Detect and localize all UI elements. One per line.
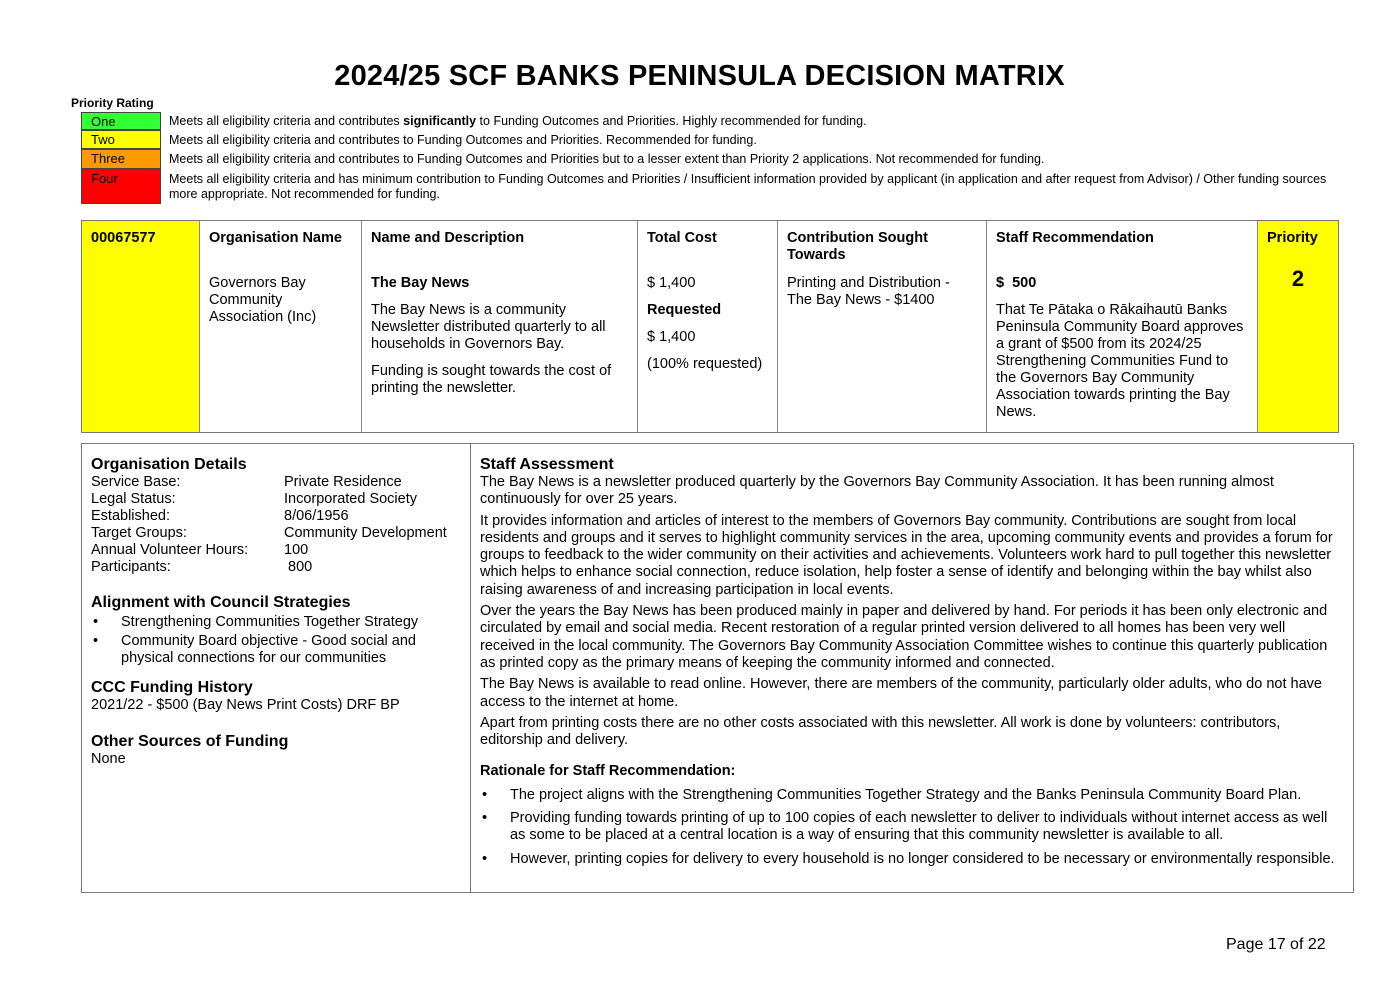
page-number: Page 17 of 22 — [1226, 936, 1326, 953]
assessment-paragraph: Over the years the Bay News has been produced mainly in paper and delivered by hand. For periods it has been only electronic and circulated by email and social media. Recent restoration of a regular printed version delivered to all homes has been very well received in the local community. The Governors Bay Community Association Committee wishes to continue this quarterly publication as printed copy as the primary means of keeping the community informed and connected. — [480, 603, 1328, 671]
staff-recommendation-cell — [987, 221, 1258, 432]
priority-legend-heading: Priority Rating — [71, 96, 154, 110]
list-item: • Strengthening Communities Together Strategy — [91, 614, 470, 631]
application-row — [81, 220, 1339, 433]
requested-amount: $ 1,400 — [647, 329, 696, 345]
alignment-list — [91, 614, 470, 667]
priority-description-one: Meets all eligibility criteria and contributes significantly to Funding Outcomes and Priorities. Highly recommended for funding. — [169, 114, 867, 128]
staff-assessment-heading: Staff Assessment — [480, 456, 614, 473]
project-name: The Bay News — [371, 275, 470, 291]
funding-history-value: 2021/22 - $500 (Bay News Print Costs) DRF BP — [91, 697, 400, 713]
priority-header: Priority — [1267, 230, 1318, 246]
priority-description-four: Meets all eligibility criteria and has minimum contribution to Funding Outcomes and Priorities / Insufficient information provided by applicant (in application and after request from Advisor) / Other funding sources more appropriate. Not recommended for funding. — [169, 172, 1327, 201]
priority-cell — [1258, 221, 1338, 432]
detail-row: Service Base: Private Residence — [91, 474, 402, 490]
requested-label: Requested — [647, 302, 722, 318]
priority-swatch-two: Two — [81, 130, 161, 149]
detail-row: Target Groups: Community Development — [91, 525, 447, 541]
organisation-details-heading: Organisation Details — [91, 456, 247, 473]
priority-swatch-one: One — [81, 112, 161, 130]
total-cost-cell — [638, 221, 778, 432]
contribution-header: Contribution Sought Towards — [787, 230, 928, 263]
organisation-name: Governors Bay Community Association (Inc) — [209, 275, 317, 325]
rationale-list — [480, 787, 1341, 868]
list-item: • Community Board objective - Good social and physical connections for our communities — [91, 633, 470, 667]
name-description-cell — [362, 221, 638, 432]
priority-description-three: Meets all eligibility criteria and contributes to Funding Outcomes and Priorities but to a lesser extent than Priority 2 applications. Not recommended for funding. — [169, 152, 1045, 166]
total-cost-value: $ 1,400 — [647, 275, 696, 291]
funding-purpose: Funding is sought towards the cost of printing the newsletter. — [371, 363, 612, 396]
page-title: 2024/25 SCF BANKS PENINSULA DECISION MATRIX — [334, 60, 1065, 92]
organisation-details-panel — [82, 444, 471, 892]
detail-row: Participants: 800 — [91, 559, 313, 575]
detail-row: Established: 8/06/1956 — [91, 508, 349, 524]
requested-percentage: (100% requested) — [647, 356, 763, 372]
list-item: • Providing funding towards printing of up to 100 copies of each newsletter to deliver to individuals without internet access as well as some to be placed at a central location is a way of ensuring that this community newsletter is available to all. — [480, 810, 1341, 845]
name-description-header: Name and Description — [371, 230, 525, 246]
application-id: 00067577 — [91, 230, 156, 246]
total-cost-header: Total Cost — [647, 230, 717, 246]
organisation-cell — [200, 221, 362, 432]
staff-recommendation-header: Staff Recommendation — [996, 230, 1154, 246]
application-id-cell — [82, 221, 200, 432]
project-description: The Bay News is a community Newsletter distributed quarterly to all households in Governors Bay. — [371, 302, 606, 352]
list-item: • The project aligns with the Strengthening Communities Together Strategy and the Banks Peninsula Community Board Plan. — [480, 787, 1341, 804]
priority-description-two: Meets all eligibility criteria and contributes to Funding Outcomes and Priorities. Recommended for funding. — [169, 133, 757, 147]
list-item: • However, printing copies for delivery to every household is no longer considered to be necessary or environmentally responsible. — [480, 851, 1341, 868]
other-sources-value: None — [91, 751, 126, 767]
priority-swatch-three: Three — [81, 149, 161, 169]
organisation-header: Organisation Name — [209, 230, 342, 246]
detail-row: Annual Volunteer Hours: 100 — [91, 542, 309, 558]
contribution-value: Printing and Distribution - The Bay News - $1400 — [787, 275, 950, 308]
recommendation-text: That Te Pātaka o Rākaihautū Banks Peninsula Community Board approves a grant of $500 from its 2024/25 Strengthening Communities Fund to the Governors Bay Community Association towards printing the Bay News. — [996, 302, 1244, 420]
recommended-amount: $ 500 — [996, 275, 1037, 291]
priority-swatch-four: Four — [81, 169, 161, 204]
details-box — [81, 443, 1354, 893]
other-sources-heading: Other Sources of Funding — [91, 733, 289, 750]
assessment-paragraph: Apart from printing costs there are no other costs associated with this newsletter. All work is done by volunteers: contributors, editorship and delivery. — [480, 714, 1281, 749]
staff-assessment-panel — [471, 444, 1353, 892]
funding-history-heading: CCC Funding History — [91, 679, 253, 696]
alignment-heading: Alignment with Council Strategies — [91, 594, 351, 611]
assessment-paragraph: The Bay News is available to read online. However, there are members of the community, particularly older adults, who do not have access to the internet at home. — [480, 676, 1322, 710]
assessment-paragraph: The Bay News is a newsletter produced quarterly by the Governors Bay Community Association. It has been running almost continuously for over 25 years. — [480, 474, 1274, 508]
rationale-heading: Rationale for Staff Recommendation: — [480, 763, 736, 780]
contribution-cell — [778, 221, 987, 432]
assessment-paragraph: It provides information and articles of interest to the members of Governors Bay community. Contributions are sought from local residents and groups and it serves to highlight community services in the area, upcoming community events and provides a forum for groups to feedback to the wider community on their activities and achievements. Volunteers work hard to pull together this newsletter which helps to enhance social connection, reduce isolation, help foster a sense of identify and belonging within the bay whilst also raising awareness of and increasing participation in local events. — [480, 512, 1333, 598]
priority-value: 2 — [1291, 266, 1305, 291]
detail-row: Legal Status: Incorporated Society — [91, 491, 417, 507]
